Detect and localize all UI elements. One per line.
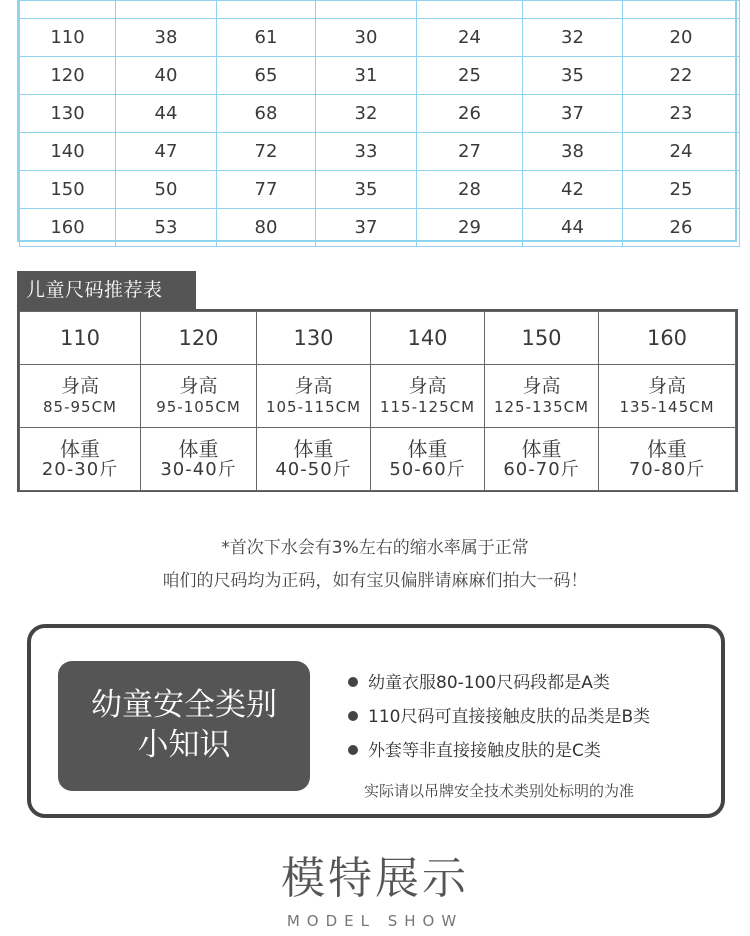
shrinkage-note: *首次下水会有3%左右的缩水率属于正常: [221, 538, 529, 558]
table-cell: 140: [20, 133, 116, 171]
height-label: 身高: [179, 375, 218, 397]
table-cell: 24: [417, 19, 523, 57]
table-cell: 44: [116, 95, 217, 133]
size-cell: 160: [599, 312, 736, 365]
weight-cell: [371, 428, 485, 491]
safety-footnote: 实际请以吊牌安全技术类别处标明的为准: [364, 782, 635, 800]
table-cell: 38: [116, 19, 217, 57]
table-cell: 27: [417, 133, 523, 171]
weight-cell: [141, 428, 257, 491]
list-item: [348, 666, 650, 700]
safety-list: [348, 666, 650, 768]
table-cell: 35: [523, 57, 623, 95]
list-item: [348, 700, 650, 734]
table-cell: 37: [523, 95, 623, 133]
height-range: 105-115CM: [265, 398, 362, 416]
height-range: 115-125CM: [379, 398, 476, 416]
table-cell: 37: [316, 209, 417, 247]
table-cell: 35: [316, 171, 417, 209]
table-cell: 25: [417, 57, 523, 95]
table-cell: 68: [217, 95, 316, 133]
table-cell: 25: [623, 171, 740, 209]
bullet-icon: [348, 711, 358, 721]
table-cell: 47: [116, 133, 217, 171]
table-cell: 28: [417, 171, 523, 209]
size-header-row: [20, 312, 736, 365]
height-label: 身高: [408, 375, 447, 397]
table-row: [20, 19, 740, 57]
table-cell: 120: [20, 57, 116, 95]
bullet-icon: [348, 745, 358, 755]
table-cell: 53: [116, 209, 217, 247]
size-cell: 150: [485, 312, 599, 365]
weight-label: 体重: [521, 437, 562, 461]
table-row: [20, 95, 740, 133]
table-cell: 20: [623, 19, 740, 57]
model-show-subtitle: MODEL SHOW: [286, 912, 464, 930]
size-cell: 110: [20, 312, 141, 365]
table-cell: 23: [623, 95, 740, 133]
recommend-table-title: 儿童尺码推荐表: [17, 271, 196, 309]
height-label: 身高: [522, 375, 561, 397]
weight-range: 30-40斤: [160, 459, 237, 480]
table-cell: 31: [316, 57, 417, 95]
table-row: [20, 133, 740, 171]
sizing-advice-note: 咱们的尺码均为正码，如有宝贝偏胖请麻麻们拍大一码！: [162, 571, 588, 591]
height-label: 身高: [60, 375, 99, 397]
table-cell: 33: [316, 133, 417, 171]
table-cell: 65: [217, 57, 316, 95]
table-cell: 80: [217, 209, 316, 247]
height-cell: [599, 365, 736, 428]
table-cell: 32: [523, 19, 623, 57]
size-cell: 120: [141, 312, 257, 365]
height-label: 身高: [294, 375, 333, 397]
safety-category-box: [27, 624, 725, 818]
list-item-text: 外套等非直接接触皮肤的是C类: [368, 741, 601, 761]
list-item: [348, 734, 650, 768]
weight-label: 体重: [178, 437, 219, 461]
weight-range: 20-30斤: [41, 459, 119, 480]
height-row: [20, 365, 736, 428]
height-cell: [20, 365, 141, 428]
height-range: 85-95CM: [42, 398, 117, 416]
table-cell: 38: [523, 133, 623, 171]
weight-label: 体重: [293, 437, 334, 461]
safety-badge-title: 幼童安全类别: [91, 687, 277, 723]
table-row: [20, 209, 740, 247]
weight-range: 50-60斤: [389, 459, 466, 480]
table-row: [20, 171, 740, 209]
size-chart-table: [17, 0, 737, 242]
table-cell: 44: [523, 209, 623, 247]
table-row-cut: [20, 1, 740, 19]
table-cell: 22: [623, 57, 740, 95]
weight-range: 40-50斤: [275, 459, 352, 480]
safety-badge-subtitle: 小知识: [137, 727, 231, 763]
table-cell: 26: [623, 209, 740, 247]
weight-cell: [485, 428, 599, 491]
weight-cell: [257, 428, 371, 491]
table-row: [20, 57, 740, 95]
weight-cell: [599, 428, 736, 491]
model-show-title: 模特展示: [281, 853, 469, 904]
table-cell: 110: [20, 19, 116, 57]
table-cell: 26: [417, 95, 523, 133]
height-range: 95-105CM: [156, 398, 241, 416]
size-cell: 140: [371, 312, 485, 365]
table-cell: 72: [217, 133, 316, 171]
height-cell: [485, 365, 599, 428]
table-cell: 32: [316, 95, 417, 133]
table-cell: 24: [623, 133, 740, 171]
weight-label: 体重: [407, 437, 448, 461]
height-cell: [257, 365, 371, 428]
weight-range: 70-80斤: [628, 459, 706, 480]
list-item-text: 幼童衣服80-100尺码段都是A类: [368, 673, 610, 693]
weight-label: 体重: [647, 437, 687, 461]
table-cell: 40: [116, 57, 217, 95]
table-cell: 61: [217, 19, 316, 57]
height-cell: [141, 365, 257, 428]
height-range: 125-135CM: [493, 398, 590, 416]
weight-cell: [20, 428, 141, 491]
table-cell: 30: [316, 19, 417, 57]
table-cell: 42: [523, 171, 623, 209]
safety-badge: [58, 661, 310, 791]
recommend-size-table: [17, 309, 738, 492]
weight-label: 体重: [60, 437, 100, 461]
weight-range: 60-70斤: [503, 459, 580, 480]
table-cell: 77: [217, 171, 316, 209]
list-item-text: 110尺码可直接接触皮肤的品类是B类: [368, 707, 651, 727]
bullet-icon: [348, 677, 358, 687]
table-cell: 160: [20, 209, 116, 247]
table-cell: 150: [20, 171, 116, 209]
height-range: 135-145CM: [619, 398, 715, 416]
height-cell: [371, 365, 485, 428]
table-cell: 29: [417, 209, 523, 247]
weight-row: [20, 428, 736, 491]
size-cell: 130: [257, 312, 371, 365]
table-cell: 130: [20, 95, 116, 133]
table-cell: 50: [116, 171, 217, 209]
height-label: 身高: [647, 375, 686, 397]
